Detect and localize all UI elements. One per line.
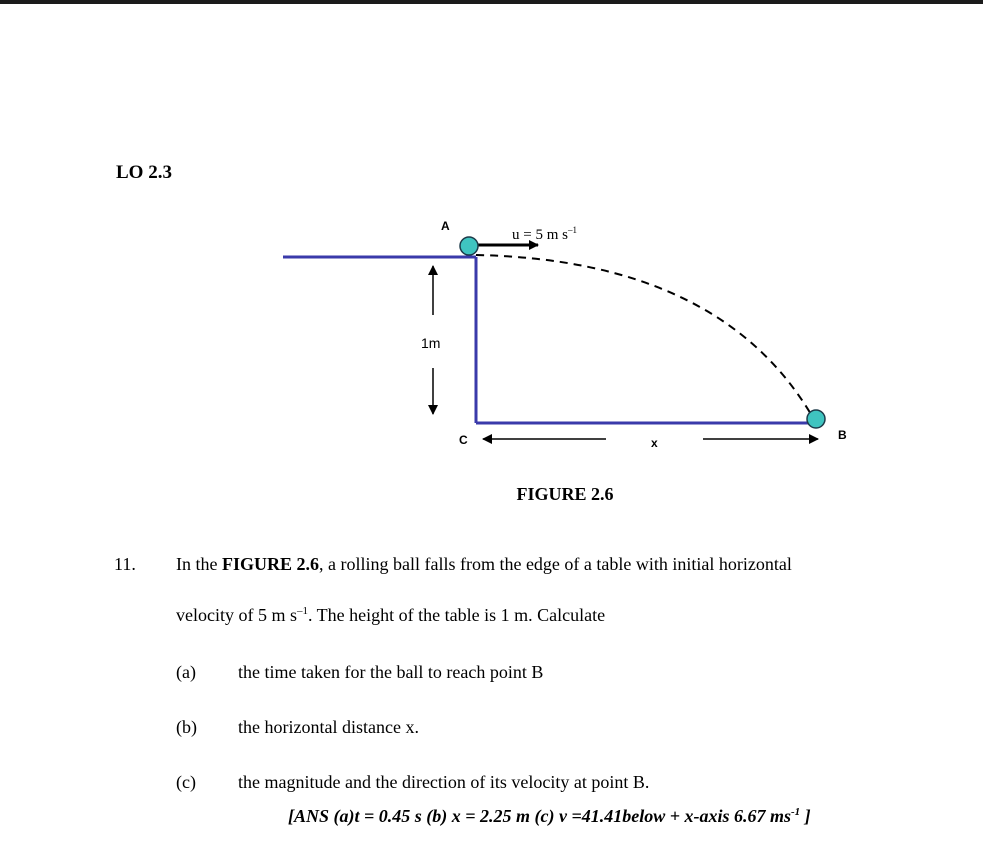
question-text-line-1 bbox=[176, 554, 792, 575]
point-c-label: C bbox=[459, 433, 468, 447]
question-line1-pre: In the bbox=[176, 554, 222, 574]
point-a-label: A bbox=[441, 219, 450, 233]
distance-label: x bbox=[651, 436, 658, 450]
question-number: 11. bbox=[114, 554, 136, 574]
question-text-line-2 bbox=[176, 605, 605, 626]
point-b-label: B bbox=[838, 428, 847, 442]
question-line2-pre: velocity of 5 m s bbox=[176, 605, 297, 625]
question-figure-ref: FIGURE 2.6 bbox=[221, 554, 319, 574]
part-c-text: the magnitude and the direction of its velocity at point B. bbox=[238, 772, 650, 792]
part-c-label: (c) bbox=[176, 772, 196, 792]
part-b-label: (b) bbox=[176, 717, 197, 737]
learning-outcome-heading: LO 2.3 bbox=[116, 162, 172, 183]
velocity-label-exponent: –1 bbox=[567, 225, 577, 235]
figure-caption: FIGURE 2.6 bbox=[516, 484, 614, 504]
question-line2-exponent: –1 bbox=[296, 605, 308, 617]
answer-close: ] bbox=[800, 806, 811, 826]
answer-exponent: -1 bbox=[791, 806, 801, 818]
trajectory-path bbox=[476, 255, 812, 416]
ball-at-b bbox=[807, 410, 825, 428]
part-a-label: (a) bbox=[176, 662, 196, 682]
question-line2-post: . The height of the table is 1 m. Calculate bbox=[307, 605, 606, 625]
height-label: 1m bbox=[421, 335, 441, 351]
part-a-text: the time taken for the ball to reach point B bbox=[238, 662, 544, 682]
velocity-label bbox=[512, 225, 577, 243]
ball-at-a bbox=[460, 237, 478, 255]
answer-text: [ANS (a)t = 0.45 s (b) x = 2.25 m (c) v =41.41below + x-axis 6.67 ms bbox=[288, 806, 791, 826]
question-line1-post: , a rolling ball falls from the edge of a table with initial horizontal bbox=[319, 554, 792, 574]
velocity-label-text: u = 5 m s bbox=[512, 227, 568, 243]
part-b-text: the horizontal distance x. bbox=[238, 717, 419, 737]
answer-line bbox=[288, 806, 811, 827]
